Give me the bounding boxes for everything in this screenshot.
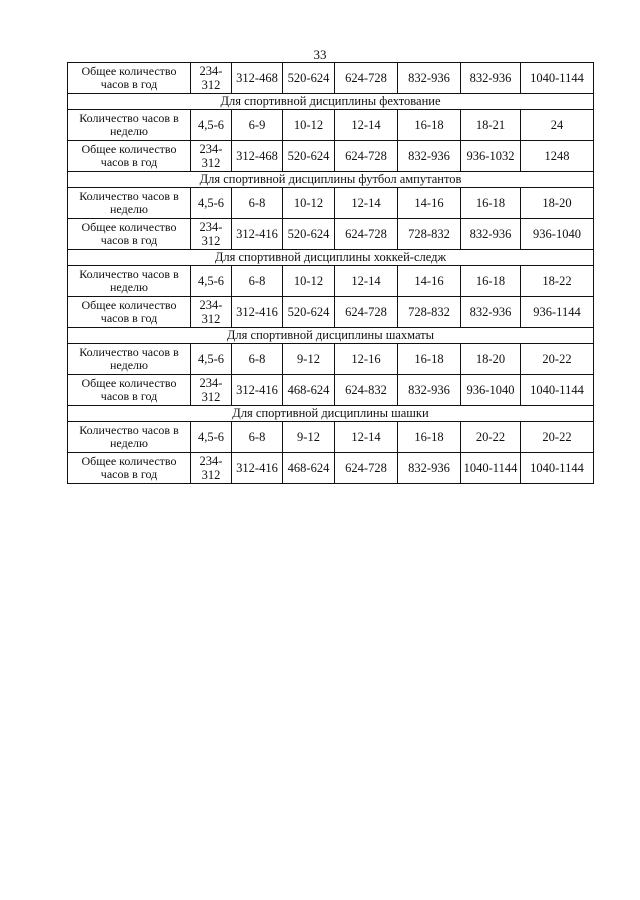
table-cell: 6-9 [232, 110, 283, 141]
table-cell: 728-832 [398, 297, 461, 328]
row-label: Общее количество часов в год [68, 375, 191, 406]
table-row [68, 344, 594, 375]
table-cell: 832-936 [398, 141, 461, 172]
table-body [68, 63, 594, 484]
table-cell: 10-12 [283, 266, 335, 297]
section-header-row [68, 328, 594, 344]
table-cell: 312-416 [232, 219, 283, 250]
section-header-row [68, 406, 594, 422]
table-row [68, 188, 594, 219]
table-cell: 468-624 [283, 375, 335, 406]
table-cell: 18-22 [521, 266, 594, 297]
section-title: Для спортивной дисциплины фехтование [68, 94, 594, 110]
row-label: Количество часов в неделю [68, 422, 191, 453]
row-label: Общее количество часов в год [68, 63, 191, 94]
table-cell: 234-312 [191, 141, 232, 172]
table-cell: 20-22 [521, 344, 594, 375]
table-cell: 728-832 [398, 219, 461, 250]
row-label: Количество часов в неделю [68, 110, 191, 141]
table-cell: 624-728 [335, 453, 398, 484]
table-cell: 6-8 [232, 344, 283, 375]
section-header-row [68, 250, 594, 266]
table-cell: 234-312 [191, 219, 232, 250]
table-cell: 520-624 [283, 63, 335, 94]
table-cell: 234-312 [191, 453, 232, 484]
table-cell: 12-14 [335, 422, 398, 453]
table-cell: 16-18 [398, 110, 461, 141]
table-cell: 234-312 [191, 63, 232, 94]
table-cell: 234-312 [191, 375, 232, 406]
table-cell: 1248 [521, 141, 594, 172]
section-title: Для спортивной дисциплины шахматы [68, 328, 594, 344]
table-row [68, 297, 594, 328]
section-title: Для спортивной дисциплины шашки [68, 406, 594, 422]
row-label: Общее количество часов в год [68, 141, 191, 172]
table-row [68, 375, 594, 406]
page-number: 33 [313, 47, 327, 62]
table-cell: 4,5-6 [191, 422, 232, 453]
table-cell: 4,5-6 [191, 344, 232, 375]
table-cell: 12-16 [335, 344, 398, 375]
table-cell: 936-1032 [461, 141, 521, 172]
training-hours-table [67, 62, 594, 484]
table-cell: 6-8 [232, 266, 283, 297]
table-cell: 234-312 [191, 297, 232, 328]
section-title: Для спортивной дисциплины футбол ампутантов [68, 172, 594, 188]
table-cell: 4,5-6 [191, 266, 232, 297]
table-cell: 624-728 [335, 141, 398, 172]
table-cell: 832-936 [461, 63, 521, 94]
table-cell: 16-18 [461, 266, 521, 297]
table-cell: 9-12 [283, 422, 335, 453]
table-cell: 624-728 [335, 219, 398, 250]
table-cell: 16-18 [398, 422, 461, 453]
table-cell: 520-624 [283, 297, 335, 328]
row-label: Общее количество часов в год [68, 219, 191, 250]
table-cell: 936-1144 [521, 297, 594, 328]
table-cell: 832-936 [461, 297, 521, 328]
section-header-row [68, 94, 594, 110]
table-cell: 4,5-6 [191, 110, 232, 141]
row-label: Количество часов в неделю [68, 266, 191, 297]
table-row [68, 453, 594, 484]
table-row [68, 63, 594, 94]
table-cell: 312-416 [232, 453, 283, 484]
table-cell: 24 [521, 110, 594, 141]
table-cell: 20-22 [521, 422, 594, 453]
table-row [68, 110, 594, 141]
table-cell: 624-728 [335, 297, 398, 328]
table-cell: 14-16 [398, 266, 461, 297]
table-cell: 12-14 [335, 266, 398, 297]
table-cell: 18-20 [461, 344, 521, 375]
table-cell: 520-624 [283, 219, 335, 250]
table-cell: 1040-1144 [461, 453, 521, 484]
table-cell: 16-18 [398, 344, 461, 375]
table-cell: 12-14 [335, 188, 398, 219]
table-cell: 832-936 [398, 63, 461, 94]
table-cell: 832-936 [461, 219, 521, 250]
row-label: Общее количество часов в год [68, 453, 191, 484]
table-cell: 6-8 [232, 188, 283, 219]
table-row [68, 219, 594, 250]
table-cell: 4,5-6 [191, 188, 232, 219]
table-cell: 312-468 [232, 141, 283, 172]
table-cell: 10-12 [283, 188, 335, 219]
table-cell: 9-12 [283, 344, 335, 375]
table-cell: 520-624 [283, 141, 335, 172]
table-row [68, 141, 594, 172]
table-cell: 1040-1144 [521, 453, 594, 484]
section-header-row [68, 172, 594, 188]
table-cell: 10-12 [283, 110, 335, 141]
table-cell: 312-468 [232, 63, 283, 94]
table-cell: 936-1040 [461, 375, 521, 406]
table-cell: 18-20 [521, 188, 594, 219]
table-cell: 14-16 [398, 188, 461, 219]
table-cell: 832-936 [398, 453, 461, 484]
table-row [68, 422, 594, 453]
table-cell: 624-728 [335, 63, 398, 94]
table-cell: 312-416 [232, 375, 283, 406]
row-label: Количество часов в неделю [68, 344, 191, 375]
table-cell: 624-832 [335, 375, 398, 406]
table-cell: 1040-1144 [521, 63, 594, 94]
table-cell: 12-14 [335, 110, 398, 141]
table-cell: 6-8 [232, 422, 283, 453]
table-cell: 832-936 [398, 375, 461, 406]
row-label: Общее количество часов в год [68, 297, 191, 328]
table-cell: 468-624 [283, 453, 335, 484]
table-cell: 18-21 [461, 110, 521, 141]
table-cell: 312-416 [232, 297, 283, 328]
table-row [68, 266, 594, 297]
table-cell: 16-18 [461, 188, 521, 219]
row-label: Количество часов в неделю [68, 188, 191, 219]
table-cell: 1040-1144 [521, 375, 594, 406]
table-cell: 20-22 [461, 422, 521, 453]
section-title: Для спортивной дисциплины хоккей-следж [68, 250, 594, 266]
table-cell: 936-1040 [521, 219, 594, 250]
